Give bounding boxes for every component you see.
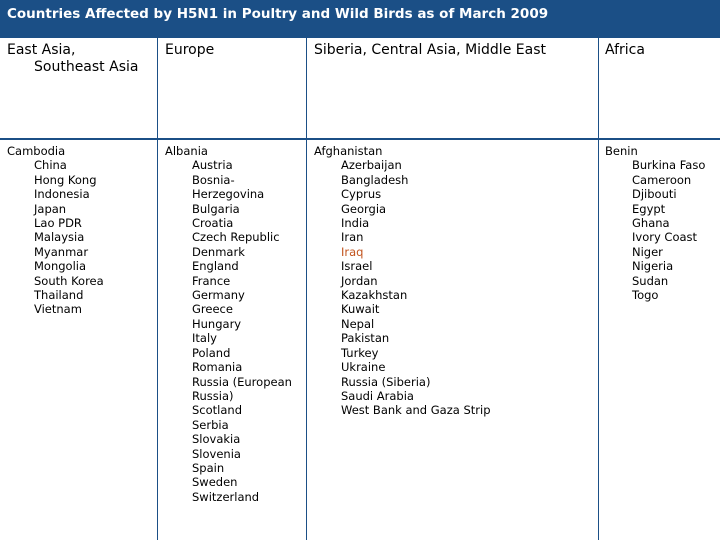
country-item: Malaysia <box>34 230 85 245</box>
column-header-siberia-central-asia-middle-east <box>314 42 546 59</box>
country-item: Afghanistan <box>314 144 383 158</box>
country-item: Saudi Arabia <box>341 388 414 403</box>
country-list-europe <box>165 144 292 504</box>
country-item: Djibouti <box>632 187 677 202</box>
country-item: Serbia <box>192 417 229 432</box>
country-item: Czech Republic <box>192 230 280 245</box>
column-header-east-asia <box>7 42 138 76</box>
country-item: Croatia <box>192 216 234 231</box>
country-item: Israel <box>341 259 373 274</box>
country-item: India <box>341 216 370 231</box>
column-header-europe <box>165 42 214 59</box>
country-item: Greece <box>192 302 233 317</box>
country-item: England <box>192 259 239 274</box>
country-item: Ukraine <box>341 360 386 375</box>
column-header-line1: East Asia, <box>7 42 76 58</box>
country-item: Russia (Siberia) <box>341 374 431 389</box>
country-item: Bulgaria <box>192 201 240 216</box>
country-item: China <box>34 158 67 173</box>
country-item: Georgia <box>341 201 387 216</box>
slide-title: Countries Affected by H5N1 in Poultry and Wild Birds as of March 2009 <box>0 0 720 36</box>
column-header-line2: Southeast Asia <box>34 59 139 75</box>
country-item: Austria <box>192 158 233 173</box>
country-item: Jordan <box>341 273 378 288</box>
country-item: Ghana <box>632 216 670 231</box>
column-divider <box>598 36 599 540</box>
country-item: Cyprus <box>341 187 382 202</box>
country-item: West Bank and Gaza Strip <box>341 403 491 418</box>
country-item: Iraq <box>341 244 364 259</box>
country-item: Indonesia <box>34 187 90 202</box>
country-item: Nigeria <box>632 259 674 274</box>
country-item: Japan <box>34 201 67 216</box>
country-item: Bangladesh <box>341 172 409 187</box>
country-item: Benin <box>605 144 638 158</box>
country-list-east-asia <box>7 144 104 317</box>
country-item: Sudan <box>632 273 669 288</box>
column-header-line1: Africa <box>605 42 645 58</box>
column-header-line1: Europe <box>165 42 215 58</box>
country-item: Sweden <box>192 475 238 490</box>
country-item: Kuwait <box>341 302 380 317</box>
column-header-line1: Siberia, Central Asia, Middle East <box>314 42 546 58</box>
country-item: Togo <box>632 288 659 303</box>
column-header-africa <box>605 42 645 59</box>
country-item: Cambodia <box>7 144 66 158</box>
country-item: Hong Kong <box>34 172 97 187</box>
country-item: Iran <box>341 230 364 245</box>
country-item: South Korea <box>34 273 104 288</box>
country-item: Vietnam <box>34 302 82 317</box>
country-item: Italy <box>192 331 217 346</box>
country-item: Spain <box>192 460 225 475</box>
country-item: Bosnia- <box>192 172 235 187</box>
country-item: Nepal <box>341 316 375 331</box>
country-item: Lao PDR <box>34 216 82 231</box>
country-item: Myanmar <box>34 244 89 259</box>
country-item: Romania <box>192 360 243 375</box>
country-item: Germany <box>192 288 245 303</box>
country-item: Egypt <box>632 201 666 216</box>
country-item: Burkina Faso <box>632 158 706 173</box>
column-divider <box>306 36 307 540</box>
country-list-africa <box>605 144 705 302</box>
country-item: France <box>192 273 231 288</box>
country-item: Mongolia <box>34 259 87 274</box>
country-item: Cameroon <box>632 172 692 187</box>
country-item: Azerbaijan <box>341 158 402 173</box>
country-item: Thailand <box>34 288 84 303</box>
country-item: Hungary <box>192 316 242 331</box>
column-divider <box>157 36 158 540</box>
country-item: Kazakhstan <box>341 288 408 303</box>
country-item: Slovenia <box>192 446 241 461</box>
country-item: Scotland <box>192 403 242 418</box>
country-item: Denmark <box>192 244 245 259</box>
country-item: Albania <box>165 144 208 158</box>
country-item: Russia) <box>192 388 234 403</box>
country-item: Turkey <box>341 345 379 360</box>
country-item: Ivory Coast <box>632 230 698 245</box>
country-item: Switzerland <box>192 489 260 504</box>
country-item: Russia (European <box>192 374 292 389</box>
country-item: Herzegovina <box>192 187 265 202</box>
country-list-siberia-central-asia-middle-east <box>314 144 491 418</box>
country-item: Pakistan <box>341 331 390 346</box>
country-item: Niger <box>632 244 663 259</box>
country-item: Poland <box>192 345 231 360</box>
country-item: Slovakia <box>192 432 241 447</box>
